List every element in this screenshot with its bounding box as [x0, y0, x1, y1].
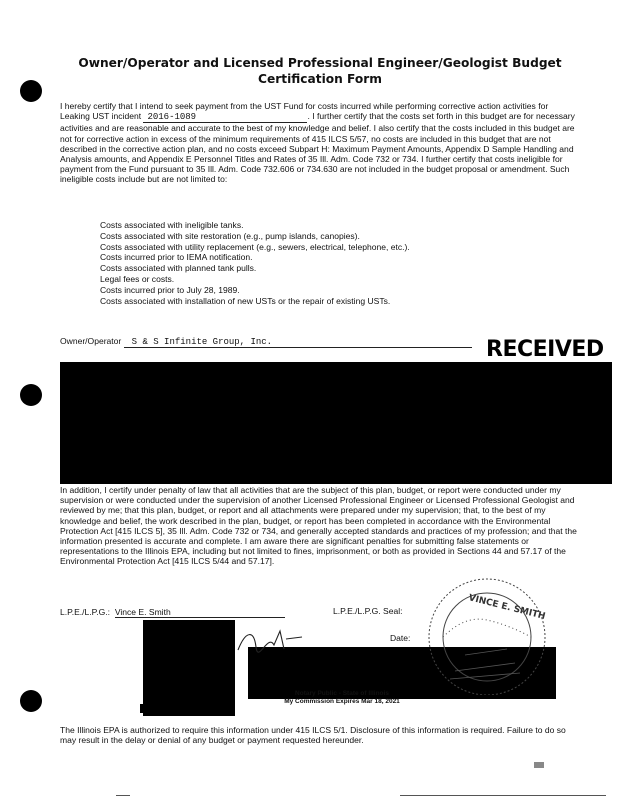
list-item: Costs incurred prior to IEMA notification. [100, 252, 253, 263]
lpe-label: L.P.E./L.P.G.: [60, 607, 111, 617]
form-title [60, 55, 580, 87]
list-item: Legal fees or costs. [100, 273, 175, 284]
hole-punch-middle [20, 384, 42, 406]
redaction-block-owner-signature [60, 362, 612, 484]
engineer-seal-stamp [395, 575, 555, 695]
redaction-block-small [140, 704, 202, 713]
lpe-name-row [60, 607, 285, 618]
received-stamp: RECEIVED [486, 337, 604, 362]
seal-name-text: VINCE E. SMITH [467, 593, 547, 622]
list-item: Costs incurred prior to July 28, 1989. [100, 284, 240, 295]
form-title-line-2: Certification Form [258, 72, 382, 86]
notary-line-2: My Commission Expires Mar 18, 2021 [284, 698, 400, 705]
ineligible-costs-list [100, 220, 410, 306]
owner-operator-value: S & S Infinite Group, Inc. [124, 337, 472, 348]
form-title-line-1: Owner/Operator and Licensed Professional Engineer/Geologist Budget [78, 56, 562, 70]
disclosure-paragraph: The Illinois EPA is authorized to require this information under 415 ILCS 5/1. Disclosure of this information is required. Failure to do so may result in the delay or denial of any budget or payment requested hereunder. [60, 725, 566, 746]
seal-label: L.P.E./L.P.G. Seal: [333, 606, 403, 616]
date-label: Date: [390, 633, 411, 643]
lpe-name-value: Vince E. Smith [115, 607, 285, 618]
owner-operator-label: Owner/Operator [60, 336, 122, 346]
engineer-certification-paragraph: In addition, I certify under penalty of law that all activities that are the subject of this plan, budget, or report were conducted under my supervision or were conducted under the supervision of another Licensed Professional Engineer or Licensed Professional Geologist and reviewed by me; that this plan, budget, or report and all attachments were prepared under my supervision; that, to the best of my knowledge and belief, the work described in the plan, budget, or report has been completed in accordance with the Environmental Protection Act [415 ILCS 5], 35 Ill. Adm. Code 732 or 734, and generally accepted standards and practices of my profession; and that the information presented is accurate and complete. I am aware there are significant penalties for submitting false statements or representations to the Illinois EPA, including but not limited to fines, imprisonment, or both as provided in Sections 44 and 57.17 of the Environmental Protection Act [415 ILCS 5/44 and 57.17]. [60, 485, 577, 567]
list-item: Costs associated with installation of new USTs or the repair of existing USTs. [100, 295, 391, 306]
notary-stamp [262, 690, 422, 706]
hole-punch-bottom [20, 690, 42, 712]
signature-scribble [236, 625, 306, 655]
bottom-rule-left [116, 795, 130, 796]
notary-line-1: Notary Public - State of Illinois [295, 690, 389, 697]
certification-text-intro: I hereby certify that I intend to seek payment from the UST Fund for costs incurred while performing corrective action activities for Leaking UST incident [60, 101, 549, 122]
redaction-block-signature [143, 620, 235, 716]
incident-number-field: 2016-1089 [143, 112, 307, 123]
list-item: Costs associated with ineligible tanks. [100, 220, 244, 230]
owner-certification-paragraph [60, 101, 576, 185]
owner-operator-row [60, 336, 472, 348]
list-item: Costs associated with site restoration (e.g., pump islands, canopies). [100, 230, 360, 241]
bottom-rule-right [400, 795, 606, 796]
list-item: Costs associated with utility replacement (e.g., sewers, electrical, telephone, etc.). [100, 241, 410, 252]
hole-punch-top [20, 80, 42, 102]
certification-text-body: . I further certify that the costs set forth in this budget are for necessary activities and are reasonable and accurate to the best of my knowledge and belief. I also certify that the costs included in this budget are not for corrective action in excess of the minimum requirements of 415 ILCS 5/57, no costs are included in this budget that are not described in the corrective action plan, and no costs exceed Subpart H: Maximum Payment Amounts, Appendix D Sample Handling and Analysis amounts, and Appendix E Personnel Titles and Rates of 35 Ill. Adm. Code 732 or 734. I further certify that costs ineligible for payment from the Fund pursuant to 35 Ill. Adm. Code 732.606 or 734.630 are not included in the budget proposal or amendment. Such ineligible costs include but are not limited to: [60, 111, 575, 185]
page-marker [534, 762, 544, 768]
list-item: Costs associated with planned tank pulls. [100, 263, 257, 274]
